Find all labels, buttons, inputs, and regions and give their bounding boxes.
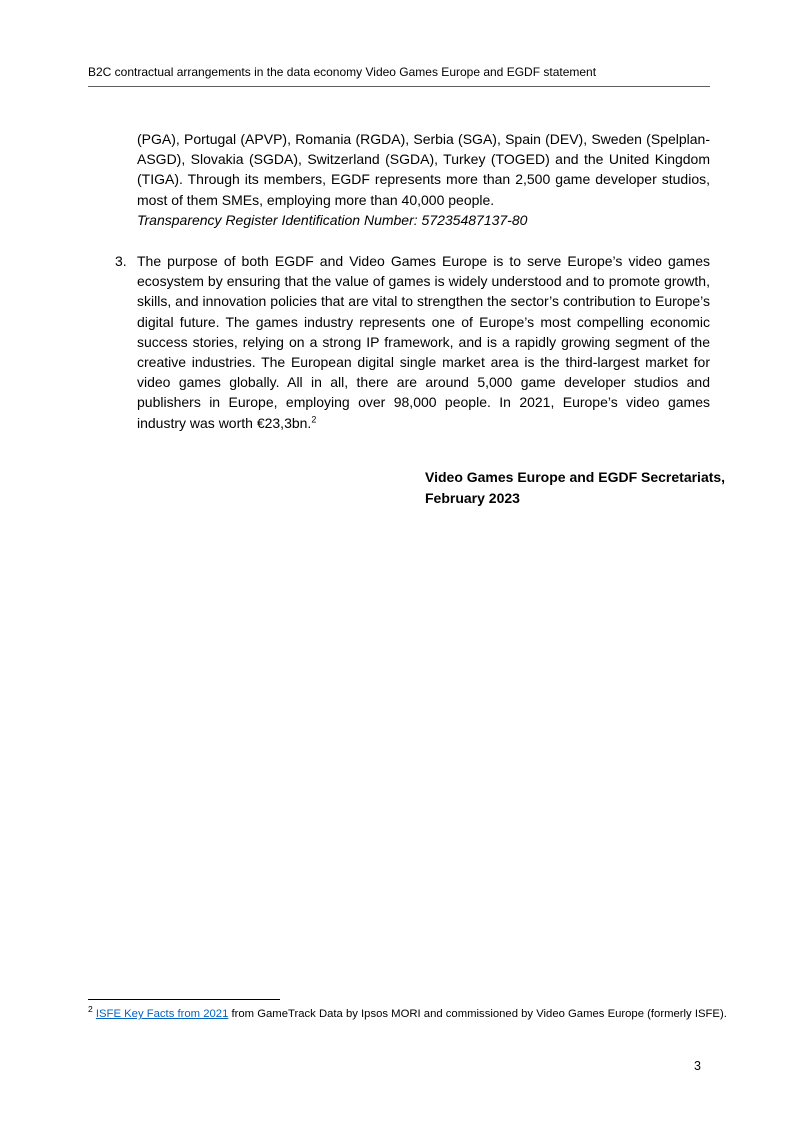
footnote: [88, 1004, 788, 1022]
page-header: [88, 65, 710, 80]
members-paragraph-block: [137, 129, 710, 230]
footnote-marker: 2: [88, 1004, 93, 1015]
signature-line-2: February 2023: [425, 489, 520, 506]
signature-line-1: Video Games Europe and EGDF Secretariats,: [425, 469, 726, 485]
page-number: 3: [694, 1059, 701, 1073]
footnote-link[interactable]: ISFE Key Facts from 2021: [95, 1008, 229, 1020]
list-item-3-paragraph: [137, 251, 710, 433]
footnote-reference-2: 2: [311, 413, 317, 424]
list-item-3-number: 3.: [115, 253, 127, 269]
transparency-register-line: Transparency Register Identification Number: 57235487137-80: [137, 211, 528, 228]
members-paragraph: [137, 129, 710, 210]
footnote-divider: [88, 999, 280, 1000]
header-text: B2C contractual arrangements in the data economy Video Games Europe and EGDF statement: [88, 65, 597, 79]
signature-block: [425, 467, 725, 508]
members-paragraph-text: (PGA), Portugal (APVP), Romania (RGDA), Serbia (SGA), Spain (DEV), Sweden (Spelplan-ASGD), Slovakia (SGDA), Switzerland (SGDA), Turkey (TOGED) and the United Kingdom (TIGA). Through its members, EGDF represents more than 2,500 game developer studios, most of them SMEs, employing more than 40,000 people.: [137, 131, 710, 208]
header-divider: [88, 86, 710, 87]
list-item-3-text: The purpose of both EGDF and Video Games Europe is to serve Europe’s video games ecosystem by ensuring that the value of games is widely understood and to promote growth, skills, and innovation policies that are vital to strengthen the sector’s contribution to Europe’s digital future. The games industry represents one of Europe’s most compelling economic success stories, relying on a strong IP framework, and is a rapidly growing segment of the creative industries. The European digital single market area is the third-largest market for video games globally. All in all, there are around 5,000 game developer studios and publishers in Europe, employing over 98,000 people. In 2021, Europe’s video games industry was worth €23,3bn.: [137, 253, 710, 431]
list-item-3: [115, 251, 710, 433]
footnote-text: from GameTrack Data by Ipsos MORI and commissioned by Video Games Europe (formerly ISFE).: [228, 1008, 727, 1020]
